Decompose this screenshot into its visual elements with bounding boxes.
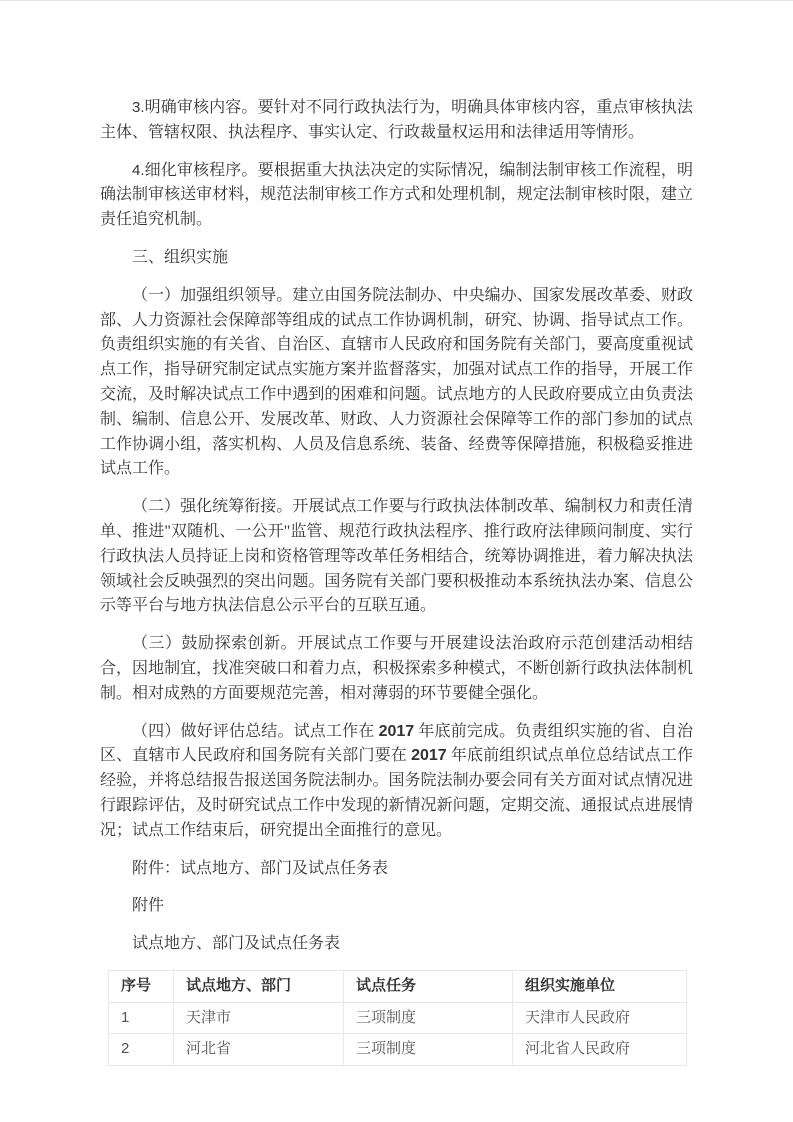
paragraph-text: 明确审核内容。要针对不同行政执法行为，明确具体审核内容，重点审核执法主体、管辖权限、执法程序、事实认定、行政裁量权运用和法律适用等情形。 (100, 99, 693, 141)
paragraph-evaluation (100, 720, 693, 844)
column-header-region: 试点地方、部门 (174, 970, 344, 1002)
table-row (109, 1034, 687, 1066)
paragraph-text: 年底前组织试点单位总结试点工作经验，并将总结报告报送国务院法制办。国务院法制办要会同有关方面对试点情况进行跟踪评估，及时研究试点工作中发现的新情况新问题，定期交流、通报试点进展情况；试点工作结束后，研究提出全面推行的意见。 (100, 747, 693, 839)
section-heading: 三、组织实施 (132, 248, 229, 266)
cell-serial: 2 (109, 1034, 174, 1066)
pilot-task-table (108, 970, 687, 1066)
column-header-serial: 序号 (109, 970, 174, 1002)
attachment-table-title: 试点地方、部门及试点任务表 (132, 935, 341, 953)
paragraph-text: 年底前完成。负责组织实施的省、自治区、直辖市人民政府和国务院有关部门要在 (100, 722, 693, 765)
cell-task: 三项制度 (344, 1034, 513, 1066)
cell-implementing-unit: 河北省人民政府 (513, 1034, 687, 1066)
cell-task: 三项制度 (344, 1002, 513, 1034)
document-content (100, 1, 693, 1066)
paragraph-number: 4. (132, 161, 145, 179)
column-header-task: 试点任务 (344, 970, 513, 1002)
cell-region: 河北省 (174, 1034, 344, 1066)
cell-serial: 1 (109, 1002, 174, 1034)
attachment-label: 附件 (132, 897, 165, 915)
paragraph-text: （四）做好评估总结。试点工作在 (132, 722, 379, 740)
year-2017: 2017 (378, 722, 415, 740)
cell-region: 天津市 (174, 1002, 344, 1034)
year-2017: 2017 (411, 747, 447, 765)
paragraph-coordination: （二）强化统筹衔接。开展试点工作要与行政执法体制改革、编制权力和责任清单、推进"双随机、一公开"监管、规范行政执法程序、推行政府法律顾问制度、实行行政执法人员持证上岗和资格管理等改革任务相结合，统筹协调推进，着力解决执法领域社会反映强烈的突出问题。国务院有关部门要积极推动本系统执法办案、信息公示等平台与地方执法信息公示平台的互联互通。 (100, 498, 693, 615)
paragraph-number: 3. (132, 99, 145, 116)
column-header-implementing-unit: 组织实施单位 (513, 970, 687, 1002)
paragraph-innovation: （三）鼓励探索创新。开展试点工作要与开展建设法治政府示范创建活动相结合，因地制宜，找准突破口和着力点，积极探索多种模式，不断创新行政执法体制机制。相对成熟的方面要规范完善，相对薄弱的环节要健全强化。 (100, 635, 693, 702)
attachment-reference-line: 附件：试点地方、部门及试点任务表 (132, 859, 389, 877)
pilot-task-table-wrapper (108, 970, 693, 1066)
paragraph-audit-content (100, 96, 693, 146)
table-header-row (109, 970, 687, 1002)
paragraph-org-leadership: （一）加强组织领导。建立由国务院法制办、中央编办、国家发展改革委、财政部、人力资源社会保障部等组成的试点工作协调机制，研究、协调、指导试点工作。负责组织实施的有关省、自治区、直辖市人民政府和国务院有关部门，要高度重视试点工作，指导研究制定试点实施方案并监督落实，加强对试点工作的指导，开展工作交流，及时解决试点工作中遇到的困难和问题。试点地方的人民政府要成立由负责法制、编制、信息公开、发展改革、财政、人力资源社会保障等工作的部门参加的试点工作协调小组，落实机构、人员及信息系统、装备、经费等保障措施，积极稳妥推进试点工作。 (100, 286, 693, 478)
table-row (109, 1002, 687, 1034)
paragraph-text: 细化审核程序。要根据重大执法决定的实际情况，编制法制审核工作流程，明确法制审核送审材料，规范法制审核工作方式和处理机制，规定法制审核时限，建立责任追究机制。 (100, 161, 693, 229)
paragraph-audit-procedure (100, 159, 693, 233)
cell-implementing-unit: 天津市人民政府 (513, 1002, 687, 1034)
